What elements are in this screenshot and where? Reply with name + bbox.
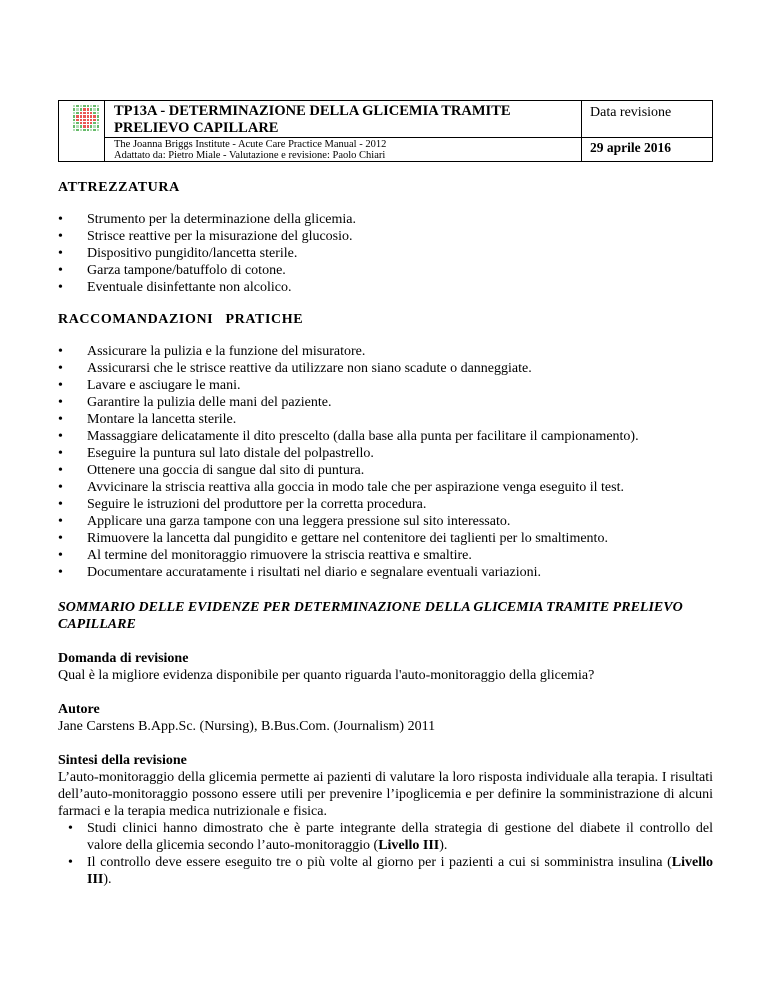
list-item: • Strumento per la determinazione della glicemia. <box>58 211 713 228</box>
author-label: Autore <box>58 702 100 717</box>
question-label: Domanda di revisione <box>58 651 189 666</box>
list-item: • Ottenere una goccia di sangue dal sito di puntura. <box>58 462 713 479</box>
list-item: • Dispositivo pungidito/lancetta sterile. <box>58 245 713 262</box>
list-item: • Eventuale disinfettante non alcolico. <box>58 279 713 296</box>
list-item: • Garantire la pulizia delle mani del paziente. <box>58 394 713 411</box>
synthesis-bullets <box>58 820 713 888</box>
source-line-1: The Joanna Briggs Institute - Acute Care Practice Manual - 2012 <box>114 139 387 150</box>
document-title: TP13A - DETERMINAZIONE DELLA GLICEMIA TRAMITE PRELIEVO CAPILLARE <box>114 103 511 136</box>
list-item: • Applicare una garza tampone con una leggera pressione sul sito interessato. <box>58 513 713 530</box>
header-table <box>58 100 713 162</box>
recommendations-heading: RACCOMANDAZIONI PRATICHE <box>58 312 304 327</box>
list-item: • Il controllo deve essere eseguito tre o più volte al giorno per i pazienti a cui si somministra insulina (Livello III). <box>58 854 713 888</box>
list-item: • Documentare accuratamente i risultati nel diario e segnalare eventuali variazioni. <box>58 564 713 581</box>
list-item: • Seguire le istruzioni del produttore per la corretta procedura. <box>58 496 713 513</box>
synthesis-text: L’auto-monitoraggio della glicemia permette ai pazienti di valutare la loro risposta individuale alla terapia. I risultati dell’auto-monitoraggio possono essere utili per prevenire l’ipoglicemia e per definire la somministrazione di alcuni farmaci e la terapia medica nutrizionale e fisica. <box>58 770 713 819</box>
list-item: • Montare la lancetta sterile. <box>58 411 713 428</box>
list-item: • Massaggiare delicatamente il dito prescelto (dalla base alla punta per facilitare il campionamento). <box>58 428 713 445</box>
list-item: • Garza tampone/batuffolo di cotone. <box>58 262 713 279</box>
summary-heading: SOMMARIO DELLE EVIDENZE PER DETERMINAZIONE DELLA GLICEMIA TRAMITE PRELIEVO CAPILLARE <box>58 600 683 632</box>
list-item: • Strisce reattive per la misurazione del glucosio. <box>58 228 713 245</box>
list-item: • Al termine del monitoraggio rimuovere la striscia reattiva e smaltire. <box>58 547 713 564</box>
synthesis-label: Sintesi della revisione <box>58 753 187 768</box>
list-item: • Avvicinare la striscia reattiva alla goccia in modo tale che per aspirazione venga eseguito il test. <box>58 479 713 496</box>
list-item: • Lavare e asciugare le mani. <box>58 377 713 394</box>
revision-label: Data revisione <box>590 105 672 120</box>
author-text: Jane Carstens B.App.Sc. (Nursing), B.Bus.Com. (Journalism) 2011 <box>58 719 436 734</box>
institute-logo <box>59 101 105 161</box>
evidence-level: Livello III <box>378 838 440 853</box>
evidence-level: Livello III <box>87 855 713 887</box>
equipment-heading: ATTREZZATURA <box>58 180 180 195</box>
document-page <box>58 100 713 888</box>
equipment-list <box>58 211 713 296</box>
recommendations-list <box>58 343 713 581</box>
source-line-2: Adattato da: Pietro Miale - Valutazione e revisione: Paolo Chiari <box>114 150 386 161</box>
revision-date: 29 aprile 2016 <box>590 140 671 155</box>
question-text: Qual è la migliore evidenza disponibile per quanto riguarda l'auto-monitoraggio della glicemia? <box>58 668 595 683</box>
list-item: • Assicurarsi che le strisce reattive da utilizzare non siano scadute o danneggiate. <box>58 360 713 377</box>
list-item: • Studi clinici hanno dimostrato che è parte integrante della strategia di gestione del diabete il controllo del valore della glicemia secondo l’auto-monitoraggio (Livello III). <box>58 820 713 854</box>
source-info <box>114 139 386 161</box>
logo-grid-icon <box>73 105 99 131</box>
list-item: • Eseguire la puntura sul lato distale del polpastrello. <box>58 445 713 462</box>
list-item: • Rimuovere la lancetta dal pungidito e gettare nel contenitore dei taglienti per lo smaltimento. <box>58 530 713 547</box>
list-item: • Assicurare la pulizia e la funzione del misuratore. <box>58 343 713 360</box>
